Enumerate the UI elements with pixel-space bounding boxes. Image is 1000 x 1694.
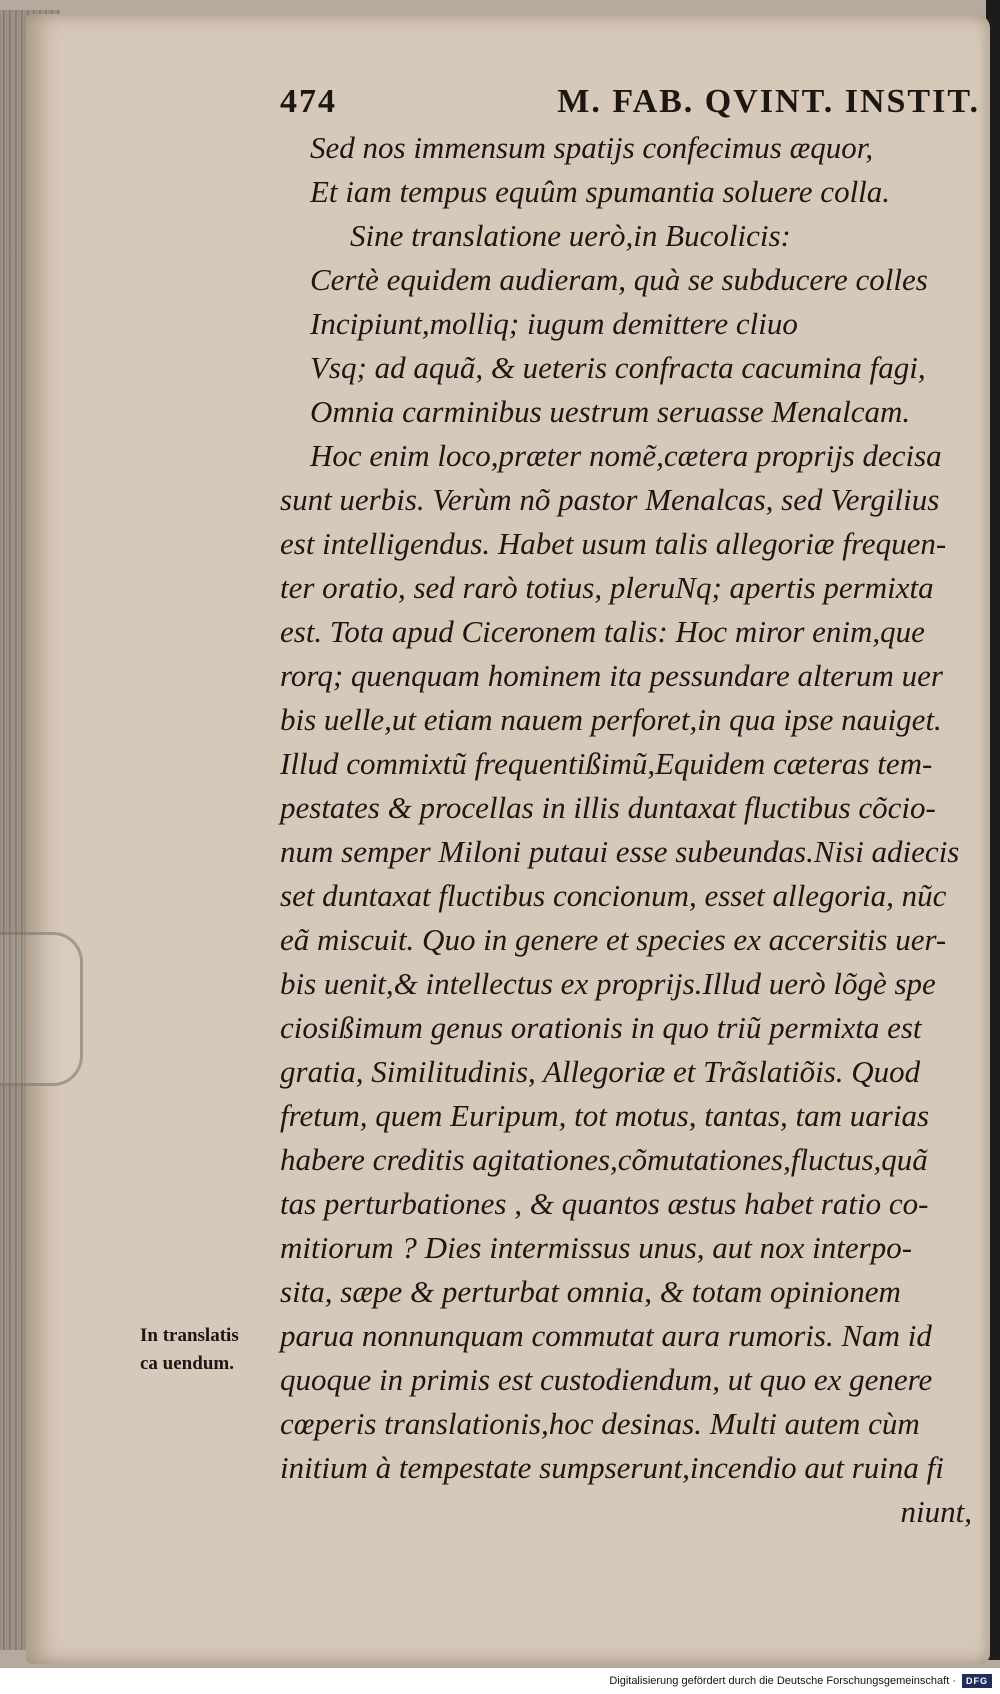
catchword: niunt, <box>900 1494 972 1529</box>
text-line: habere creditis agitationes,cõmutationes,fluctus,quã <box>280 1142 928 1177</box>
margin-note-line: In translatis <box>140 1325 239 1346</box>
text-line: Et iam tempus equûm spumantia soluere colla. <box>310 174 891 209</box>
running-header <box>280 80 980 124</box>
text-line: Incipiunt,molliq; iugum demittere cliuo <box>310 306 798 341</box>
text-line: Hoc enim loco,præter nomẽ,cætera proprijs decisa <box>310 438 942 473</box>
text-line: set duntaxat fluctibus concionum, esset allegoria, nũc <box>280 878 947 913</box>
text-line: gratia, Similitudinis, Allegoriæ et Trãslatiõis. Quod <box>280 1054 921 1089</box>
dfg-logo-icon: DFG <box>962 1674 992 1688</box>
text-line: Certè equidem audieram, quà se subducere colles <box>310 262 928 297</box>
digitization-footer <box>0 1668 1000 1694</box>
text-line: sunt uerbis. Verùm nõ pastor Menalcas, sed Vergilius <box>280 482 940 517</box>
text-line: est. Tota apud Ciceronem talis: Hoc miror enim,que <box>280 614 925 649</box>
text-line: initium à tempestate sumpserunt,incendio aut ruina fi <box>280 1450 944 1485</box>
text-line: bis uenit,& intellectus ex proprijs.Illud uerò lõgè spe <box>280 966 936 1001</box>
text-line: Sine translatione uerò,in Bucolicis: <box>350 218 791 253</box>
text-line: Illud commixtũ frequentißimũ,Equidem cæteras tem- <box>280 746 933 781</box>
margin-note <box>140 1322 290 1378</box>
text-line: rorq; quenquam hominem ita pessundare alterum uer <box>280 658 943 693</box>
text-line: quoque in primis est custodiendum, ut quo ex genere <box>280 1362 933 1397</box>
text-line: Vsq; ad aquã, & ueteris confracta cacumina fagi, <box>310 350 926 385</box>
book-clip <box>0 932 83 1086</box>
text-line: parua nonnunquam commutat aura rumoris. Nam id <box>280 1318 932 1353</box>
text-line: ciosißimum genus orationis in quo triũ permixta est <box>280 1010 922 1045</box>
text-line: fretum, quem Euripum, tot motus, tantas, tam uarias <box>280 1098 930 1133</box>
text-line: pestates & procellas in illis duntaxat fluctibus cõcio- <box>280 790 936 825</box>
margin-note-line: ca uendum. <box>140 1353 234 1374</box>
text-line: Omnia carminibus uestrum seruasse Menalcam. <box>310 394 911 429</box>
footer-credit: Digitalisierung gefördert durch die Deutsche Forschungsgemeinschaft · <box>609 1675 956 1687</box>
page-number: 474 <box>280 83 337 120</box>
text-line: ter oratio, sed rarò totius, pleruNq; apertis permixta <box>280 570 934 605</box>
text-line: eã miscuit. Quo in genere et species ex accersitis uer- <box>280 922 947 957</box>
text-line: est intelligendus. Habet usum talis allegoriæ frequen- <box>280 526 947 561</box>
text-line: bis uelle,ut etiam nauem perforet,in qua ipse nauiget. <box>280 702 942 737</box>
text-line: mitiorum ? Dies intermissus unus, aut nox interpo- <box>280 1230 913 1265</box>
text-line: Sed nos immensum spatijs confecimus æquor, <box>310 130 874 165</box>
text-line: tas perturbationes , & quantos æstus habet ratio co- <box>280 1186 929 1221</box>
page-text <box>280 80 980 1534</box>
text-line: cœperis translationis,hoc desinas. Multi autem cùm <box>280 1406 920 1441</box>
running-title: M. FAB. QVINT. INSTIT. <box>557 83 980 120</box>
text-line: sita, sæpe & perturbat omnia, & totam opinionem <box>280 1274 901 1309</box>
text-line: num semper Miloni putaui esse subeundas.Nisi adiecis <box>280 834 960 869</box>
